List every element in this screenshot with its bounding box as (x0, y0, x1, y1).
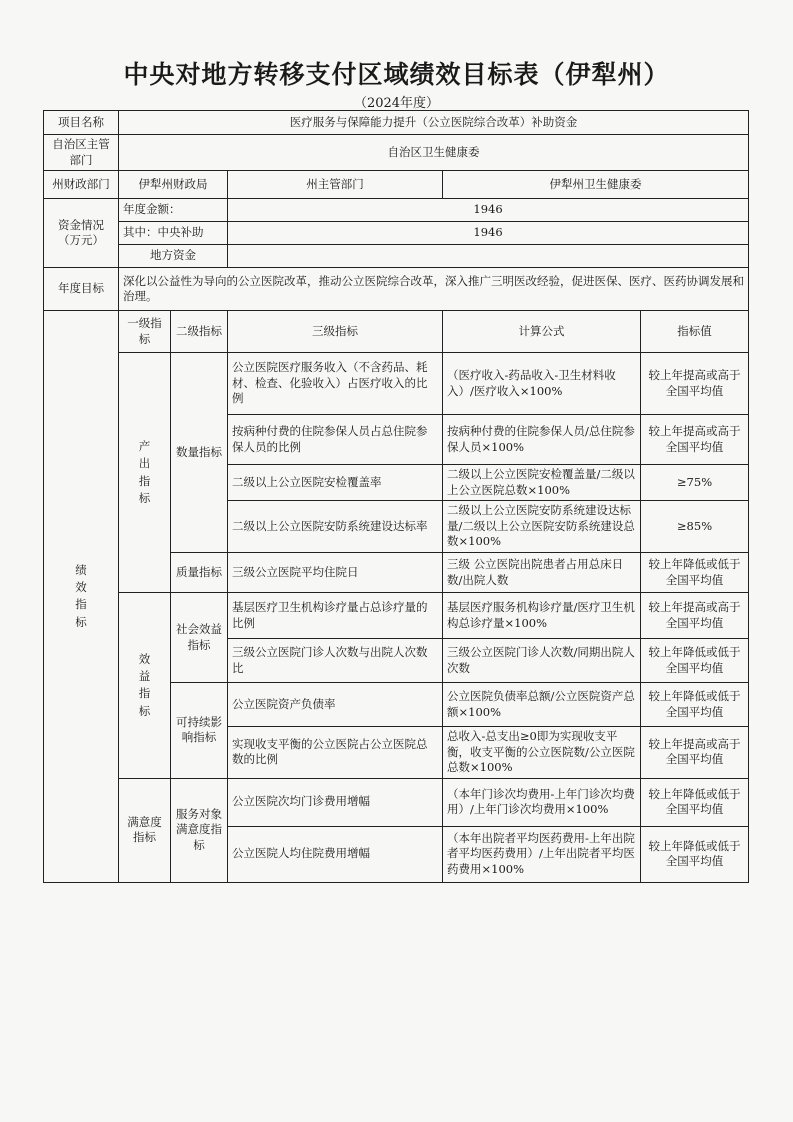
project-name-label: 项目名称 (44, 111, 119, 135)
annual-amount-label: 年度金额： (119, 199, 228, 222)
annual-amount-value: 1946 (228, 199, 749, 222)
finance-dept-value: 伊犁州财政局 (119, 171, 228, 199)
formula-cell: 三级公立医院门诊人次数/同期出院人次数 (443, 639, 641, 683)
state-dept-label: 州主管部门 (228, 171, 443, 199)
service-satisfaction-indicators: 服务对象满意度指标 (171, 778, 228, 882)
level3-header: 三级指标 (228, 311, 443, 353)
value-cell: 较上年降低或低于全国平均值 (641, 639, 749, 683)
formula-cell: （本年门诊次均费用-上年门诊次均费用）/上年门诊次均费用×100% (443, 778, 641, 826)
formula-cell: （本年出院者平均医药费用-上年出院者平均医药费用）/上年出院者平均医药费用×100% (443, 826, 641, 882)
value-cell: 较上年降低或低于全国平均值 (641, 553, 749, 593)
formula-cell: 按病种付费的住院参保人员/总住院参保人员×100% (443, 415, 641, 465)
value-cell: 较上年提高或高于全国平均值 (641, 593, 749, 639)
funds-label: 资金情况（万元） (44, 199, 119, 268)
central-subsidy-value: 1946 (228, 222, 749, 245)
indicator-cell: 公立医院次均门诊费用增幅 (228, 778, 443, 826)
indicator-cell: 公立医院人均住院费用增幅 (228, 826, 443, 882)
annual-goal-label: 年度目标 (44, 268, 119, 311)
annual-goal-value: 深化以公益性为导向的公立医院改革，推动公立医院综合改革，深入推广三明医改经验，促进医保、医疗、医药协调发展和治理。 (119, 268, 749, 311)
benefit-indicators: 效益指标 (119, 593, 171, 779)
finance-dept-label: 州财政部门 (44, 171, 119, 199)
social-benefit-indicators: 社会效益指标 (171, 593, 228, 683)
indicator-cell: 公立医院资产负债率 (228, 683, 443, 727)
value-cell: 较上年提高或高于全国平均值 (641, 353, 749, 415)
value-header: 指标值 (641, 311, 749, 353)
quantity-indicators: 数量指标 (171, 353, 228, 553)
indicator-cell: 二级以上公立医院安防系统建设达标率 (228, 501, 443, 553)
formula-cell: 三级 公立医院出院患者占用总床日数/出院人数 (443, 553, 641, 593)
value-cell: ≥85% (641, 501, 749, 553)
indicator-cell: 三级公立医院门诊人次数与出院人次数比 (228, 639, 443, 683)
value-cell: ≥75% (641, 465, 749, 501)
quality-indicators: 质量指标 (171, 553, 228, 593)
formula-cell: 公立医院负债率总额/公立医院资产总额×100% (443, 683, 641, 727)
value-cell: 较上年提高或高于全国平均值 (641, 727, 749, 779)
document-title: 中央对地方转移支付区域绩效目标表（伊犁州） (123, 60, 670, 89)
region-dept-label: 自治区主管部门 (44, 135, 119, 171)
level1-header: 一级指标 (119, 311, 171, 353)
document-year: （2024年度） (353, 96, 440, 111)
formula-cell: 总收入-总支出≥0即为实现收支平衡，收支平衡的公立医院数/公立医院总数×100% (443, 727, 641, 779)
project-name-value: 医疗服务与保障能力提升（公立医院综合改革）补助资金 (119, 111, 749, 135)
value-cell: 较上年降低或低于全国平均值 (641, 826, 749, 882)
region-dept-value: 自治区卫生健康委 (119, 135, 749, 171)
indicator-cell: 公立医院医疗服务收入（不含药品、耗材、检查、化验收入）占医疗收入的比例 (228, 353, 443, 415)
indicator-cell: 基层医疗卫生机构诊疗量占总诊疗量的比例 (228, 593, 443, 639)
level2-header: 二级指标 (171, 311, 228, 353)
formula-cell: 基层医疗服务机构诊疗量/医疗卫生机构总诊疗量×100% (443, 593, 641, 639)
value-cell: 较上年降低或低于全国平均值 (641, 778, 749, 826)
formula-cell: （医疗收入-药品收入-卫生材料收入）/医疗收入×100% (443, 353, 641, 415)
central-subsidy-label: 其中：中央补助 (119, 222, 228, 245)
state-dept-value: 伊犁州卫生健康委 (443, 171, 749, 199)
indicator-cell: 三级公立医院平均住院日 (228, 553, 443, 593)
indicator-cell: 按病种付费的住院参保人员占总住院参保人员的比例 (228, 415, 443, 465)
indicator-cell: 二级以上公立医院安检覆盖率 (228, 465, 443, 501)
indicator-cell: 实现收支平衡的公立医院占公立医院总数的比例 (228, 727, 443, 779)
formula-header: 计算公式 (443, 311, 641, 353)
performance-indicators-label: 绩效指标 (44, 311, 119, 883)
output-indicators: 产出指标 (119, 353, 171, 593)
local-funds-label: 地方资金 (119, 245, 228, 268)
performance-target-table (43, 110, 749, 883)
formula-cell: 二级以上公立医院安检覆盖量/二级以上公立医院总数×100% (443, 465, 641, 501)
sustainable-impact-indicators: 可持续影响指标 (171, 683, 228, 779)
value-cell: 较上年降低或低于全国平均值 (641, 683, 749, 727)
value-cell: 较上年提高或高于全国平均值 (641, 415, 749, 465)
formula-cell: 二级以上公立医院安防系统建设达标量/二级以上公立医院安防系统建设总数×100% (443, 501, 641, 553)
satisfaction-indicators: 满意度指标 (119, 778, 171, 882)
local-funds-value (228, 245, 749, 268)
